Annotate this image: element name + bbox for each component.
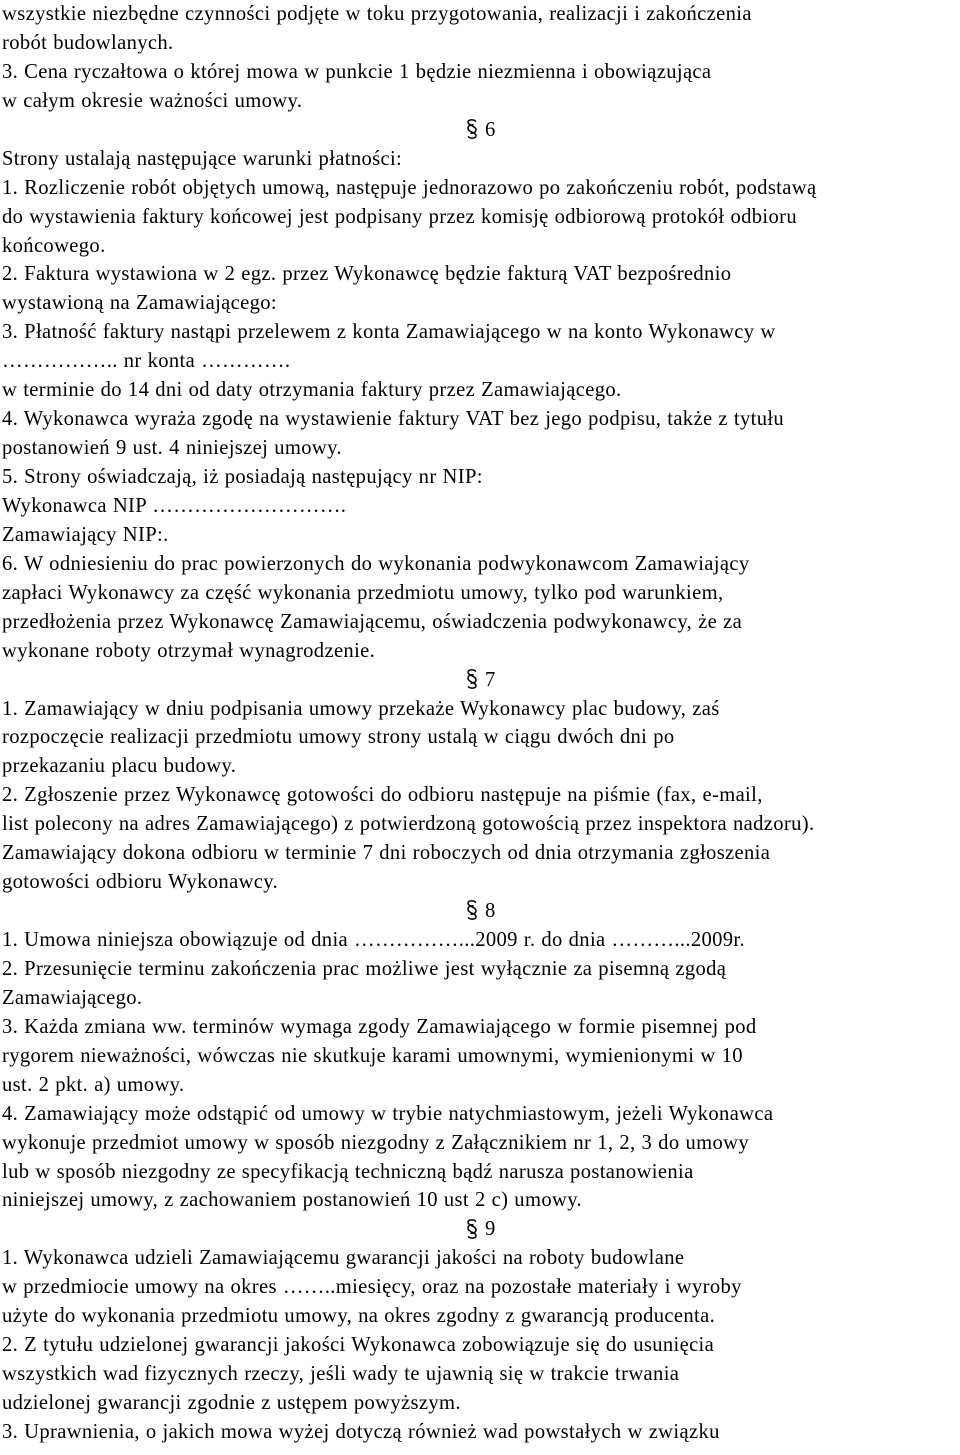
text-line: Strony ustalają następujące warunki płatności: <box>2 147 403 170</box>
section-heading-6 <box>2 116 958 145</box>
text-line: wystawioną na Zamawiającego: <box>2 292 277 315</box>
text-line: udzielonej gwarancji zgodnie z ustępem powyższym. <box>2 1392 461 1414</box>
text-line: przedłożenia przez Wykonawcę Zamawiającemu, oświadczenia podwykonawcy, że za <box>2 610 743 633</box>
text-line: 3. Każda zmiana ww. terminów wymaga zgody Zamawiającego w formie pisemnej pod <box>2 1015 757 1038</box>
text-line: wszystkie niezbędne czynności podjęte w toku przygotowania, realizacji i zakończenia <box>2 3 752 25</box>
text-line: użyte do wykonania przedmiotu umowy, na okres zgodny z gwarancją producenta. <box>2 1305 716 1328</box>
text-line: do wystawienia faktury końcowej jest podpisany przez komisję odbiorową protokół odbioru <box>2 205 797 228</box>
text-line: robót budowlanych. <box>2 31 174 54</box>
text-line: 6. W odniesieniu do prac powierzonych do wykonania podwykonawcom Zamawiający <box>2 552 750 575</box>
text-line: rozpoczęcie realizacji przedmiotu umowy strony ustalą w ciągu dwóch dni po <box>2 726 675 749</box>
text-line: 2. Faktura wystawiona w 2 egz. przez Wykonawcę będzie fakturą VAT bezpośrednio <box>2 263 732 286</box>
text-line: gotowości odbioru Wykonawcy. <box>2 871 279 894</box>
text-line: przekazaniu placu budowy. <box>2 755 237 778</box>
text-line: wykonuje przedmiot umowy w sposób niezgodny z Załącznikiem nr 1, 2, 3 do umowy <box>2 1131 750 1154</box>
text-line: 1. Zamawiający w dniu podpisania umowy przekaże Wykonawcy plac budowy, zaś <box>2 697 720 720</box>
section-heading-9 <box>2 1215 958 1244</box>
text-line: wszystkich wad fizycznych rzeczy, jeśli wady te ujawnią się w trakcie trwania <box>2 1363 680 1386</box>
text-line: 2. Zgłoszenie przez Wykonawcę gotowości do odbioru następuje na piśmie (fax, e-mail, <box>2 784 763 807</box>
text-line: 1. Umowa niniejsza obowiązuje od dnia ……………...2009 r. do dnia ………...2009r. <box>2 929 746 951</box>
text-line: Zamawiający NIP:. <box>2 523 169 546</box>
text-line: końcowego. <box>2 234 106 257</box>
section-sign-icon <box>463 118 481 138</box>
text-line: 4. Wykonawca wyraża zgodę na wystawienie faktury VAT bez jego podpisu, także z tytułu <box>2 408 785 431</box>
text-line: w przedmiocie umowy na okres ……..miesięcy, oraz na pozostałe materiały i wyroby <box>2 1276 742 1299</box>
text-line: rygorem nieważności, wówczas nie skutkuje karami umownymi, wymienionymi w 10 <box>2 1044 743 1067</box>
document-page <box>2 0 958 1447</box>
text-line: 2. Przesunięcie terminu zakończenia prac możliwe jest wyłącznie za pisemną zgodą <box>2 957 727 980</box>
section-heading-8 <box>2 897 958 926</box>
section-number: 7 <box>485 668 496 691</box>
text-line: 4. Zamawiający może odstąpić od umowy w trybie natychmiastowym, jeżeli Wykonawca <box>2 1102 774 1125</box>
text-line: Wykonawca NIP ………………………. <box>2 494 347 517</box>
text-line: 3. Płatność faktury nastąpi przelewem z konta Zamawiającego w na konto Wykonawcy w <box>2 321 776 344</box>
section-heading-7 <box>2 666 958 695</box>
section-sign-icon <box>463 668 481 688</box>
text-line: ust. 2 pkt. a) umowy. <box>2 1073 185 1096</box>
text-line: niniejszej umowy, z zachowaniem postanowień 10 ust 2 c) umowy. <box>2 1189 582 1212</box>
section-sign-icon <box>463 899 481 919</box>
section-number: 6 <box>485 118 496 141</box>
text-line: list polecony na adres Zamawiającego) z potwierdzoną gotowością przez inspektora nadzoru). <box>2 813 815 836</box>
section-sign-icon <box>463 1218 481 1238</box>
text-line: w całym okresie ważności umowy. <box>2 89 303 112</box>
text-line: 2. Z tytułu udzielonej gwarancji jakości Wykonawca zobowiązuje się do usunięcia <box>2 1334 715 1357</box>
text-line: 1. Wykonawca udzieli Zamawiającemu gwarancji jakości na roboty budowlane <box>2 1247 685 1270</box>
text-line: w terminie do 14 dni od daty otrzymania faktury przez Zamawiającego. <box>2 379 622 402</box>
text-line: 3. Cena ryczałtowa o której mowa w punkcie 1 będzie niezmienna i obowiązująca <box>2 60 712 83</box>
text-line: zapłaci Wykonawcy za część wykonania przedmiotu umowy, tylko pod warunkiem, <box>2 581 724 604</box>
text-line: Zamawiający dokona odbioru w terminie 7 dni roboczych od dnia otrzymania zgłoszenia <box>2 842 771 865</box>
text-line: …………….. nr konta …………. <box>2 350 291 373</box>
section-number: 8 <box>485 900 496 923</box>
text-line: 3. Uprawnienia, o jakich mowa wyżej dotyczą również wad powstałych w związku <box>2 1420 720 1443</box>
text-line: Zamawiającego. <box>2 986 143 1009</box>
text-line: postanowień 9 ust. 4 niniejszej umowy. <box>2 437 342 460</box>
text-line: 1. Rozliczenie robót objętych umową, następuje jednorazowo po zakończeniu robót, podstawą <box>2 176 817 199</box>
text-line: lub w sposób niezgodny ze specyfikacją techniczną bądź narusza postanowienia <box>2 1160 694 1183</box>
text-line: 5. Strony oświadczają, iż posiadają następujący nr NIP: <box>2 466 483 488</box>
section-number: 9 <box>485 1218 496 1241</box>
text-line: wykonane roboty otrzymał wynagrodzenie. <box>2 639 376 662</box>
